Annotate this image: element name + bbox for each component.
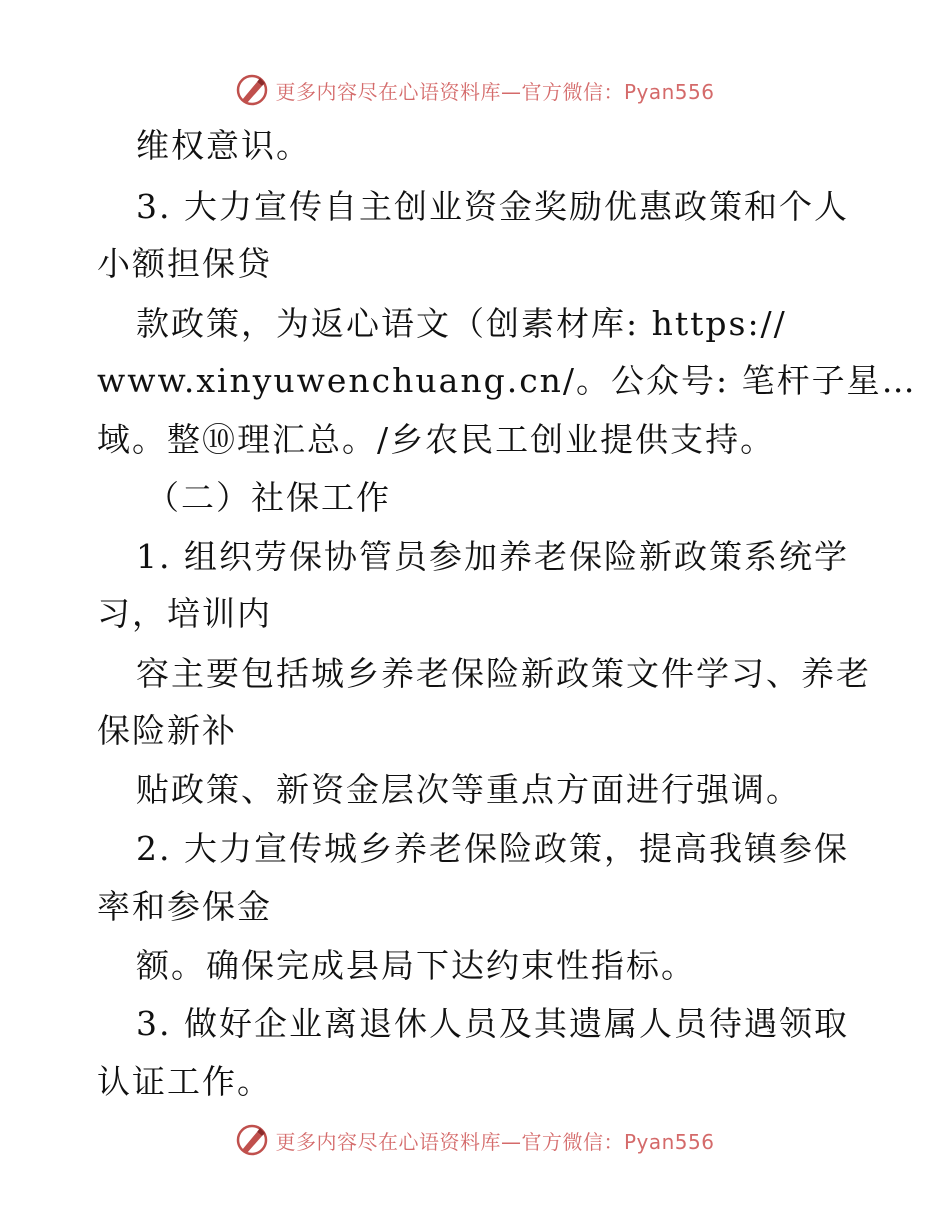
paragraph-line: 贴政策、新资金层次等重点方面进行强调。: [136, 770, 801, 809]
header-watermark: [0, 70, 950, 110]
paragraph-line: www.xinyuwenchuang.cn/。公众号: 笔杆子星…: [97, 361, 917, 400]
paragraph-line: 3. 做好企业离退休人员及其遗属人员待遇领取: [136, 1004, 849, 1043]
pen-circle-logo-icon: [235, 1123, 269, 1157]
pen-circle-logo-icon: [235, 73, 269, 107]
paragraph-line: 容主要包括城乡养老保险新政策文件学习、养老: [136, 654, 871, 693]
paragraph-line: 率和参保金: [97, 887, 272, 926]
footer-watermark: [0, 1120, 950, 1160]
paragraph-line: 2. 大力宣传城乡养老保险政策，提高我镇参保: [136, 829, 849, 868]
paragraph-line: 小额担保贷: [97, 244, 272, 283]
paragraph-line: 3. 大力宣传自主创业资金奖励优惠政策和个人: [136, 187, 849, 226]
paragraph-line: 维权意识。: [136, 126, 311, 165]
paragraph-line: 款政策，为返心语文（创素材库: https://: [136, 304, 787, 343]
section-heading: （二）社保工作: [146, 478, 391, 517]
paragraph-line: 习，培训内: [97, 594, 272, 633]
paragraph-line: 域。整⑩理汇总。/乡农民工创业提供支持。: [97, 420, 776, 459]
watermark-text: 更多内容尽在心语资料库—官方微信：Pyan556: [275, 1129, 715, 1154]
paragraph-line: 认证工作。: [97, 1062, 272, 1101]
paragraph-line: 保险新补: [97, 711, 237, 750]
paragraph-line: 1. 组织劳保协管员参加养老保险新政策系统学: [136, 537, 849, 576]
paragraph-line: 额。确保完成县局下达约束性指标。: [136, 946, 696, 985]
watermark-text: 更多内容尽在心语资料库—官方微信：Pyan556: [275, 79, 715, 104]
